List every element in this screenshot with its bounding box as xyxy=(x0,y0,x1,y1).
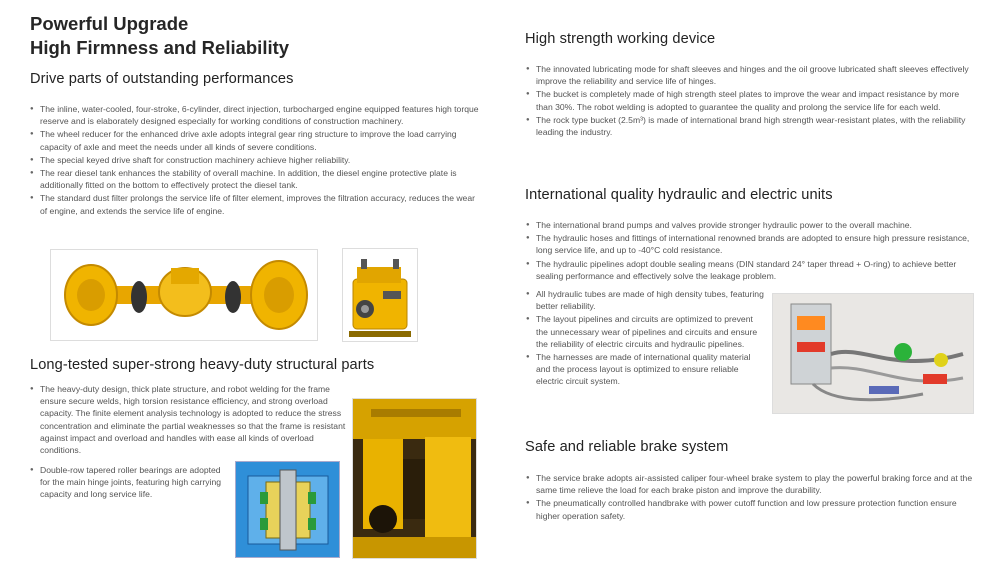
hydraulic-list-2 xyxy=(526,288,766,389)
brake-item: ● The service brake adopts air-assisted caliper four-wheel brake system to play the powerful braking force and at the same time relieve the load for each brake piston and improve the durability. xyxy=(526,472,978,496)
working-heading: High strength working device xyxy=(525,31,716,47)
hydraulic-item: ● The harnesses are made of international quality material and the process layout is optimized to ensure reliable electric circuit system. xyxy=(526,351,766,388)
drive-item: ● The rear diesel tank enhances the stability of overall machine. In addition, the diesel engine protective plate is additionally fitted on the bottom to effectively protect the diesel tank. xyxy=(30,167,480,191)
hydraulic-heading: International quality hydraulic and electric units xyxy=(525,187,833,203)
hydraulic-item: ● All hydraulic tubes are made of high density tubes, featuring better reliability. xyxy=(526,288,766,312)
structural-item: ● The heavy-duty design, thick plate structure, and robot welding for the frame ensure secure welds, high torsion resistance efficiency, and strong overload capacity. The finite element analysis technology is adopted to reduce the stress concentration and eliminate the partial weaknesses so that the frame is resistant against impact and overload and handles with ease all kinds of overload conditions. xyxy=(30,383,348,456)
frame-photo xyxy=(352,398,477,559)
working-item: ● The innovated lubricating mode for shaft sleeves and hinges and the oil groove lubricated shaft sleeves effectively improve the reliability and service life of hinges. xyxy=(526,63,976,87)
working-item: ● The rock type bucket (2.5m³) is made of international brand high strength wear-resistant plates, with the reliability leading the industry. xyxy=(526,114,976,138)
structural-list-1 xyxy=(30,383,348,457)
page-title-line2: High Firmness and Reliability xyxy=(30,37,290,58)
hydraulic-item: ● The layout pipelines and circuits are optimized to prevent the unnecessary wear of pipelines and circuits and ensure the reliability of electric circuits and hydraulic pipelines. xyxy=(526,313,766,350)
drive-list xyxy=(30,103,480,218)
structural-heading: Long-tested super-strong heavy-duty structural parts xyxy=(30,357,375,373)
hydraulic-list-1 xyxy=(526,219,976,283)
working-item: ● The bucket is completely made of high strength steel plates to improve the wear and impact resistance by more than 30%. The robot welding is adopted to guarantee the quality and prolong the service life for each weld. xyxy=(526,88,976,112)
hydraulic-components-image xyxy=(772,293,974,414)
hydraulic-item: ● The hydraulic pipelines adopt double sealing means (DIN standard 24° taper thread + O-ring) to achieve better sealing performance and effectively solve the leakage problem. xyxy=(526,258,976,282)
drive-item: ● The inline, water-cooled, four-stroke, 6-cylinder, direct injection, turbocharged engine equipped features high torque reserve and is elaborately designed especially for working conditions of construction machinery. xyxy=(30,103,480,127)
brake-heading: Safe and reliable brake system xyxy=(525,439,729,455)
hydraulic-item: ● The hydraulic hoses and fittings of international renowned brands are adopted to ensure high pressure resistance, long service life, and up to -40°C cold resistance. xyxy=(526,232,976,256)
drive-item: ● The standard dust filter prolongs the service life of filter element, improves the filtration accuracy, reduces the wear of engine, and extends the service life of engine. xyxy=(30,192,480,216)
brake-list xyxy=(526,472,978,523)
page-title-line1: Powerful Upgrade xyxy=(30,13,189,34)
drive-heading: Drive parts of outstanding performances xyxy=(30,71,294,87)
structural-item: ● Double-row tapered roller bearings are adopted for the main hinge joints, featuring high carrying capacity and long service life. xyxy=(30,464,230,501)
drive-item: ● The wheel reducer for the enhanced drive axle adopts integral gear ring structure to improve the load carrying capacity of axle and meet the needs under all kinds of severe conditions. xyxy=(30,128,480,152)
bearing-diagram-image xyxy=(235,461,340,558)
drive-item: ● The special keyed drive shaft for construction machinery achieve higher reliability. xyxy=(30,154,480,166)
drive-axle-image xyxy=(50,249,318,341)
engine-image xyxy=(342,248,418,342)
hydraulic-item: ● The international brand pumps and valves provide stronger hydraulic power to the overall machine. xyxy=(526,219,976,231)
working-list xyxy=(526,63,976,139)
structural-list-2 xyxy=(30,464,230,502)
brake-item: ● The pneumatically controlled handbrake with power cutoff function and low pressure protection function ensure higher operation safety. xyxy=(526,497,978,521)
